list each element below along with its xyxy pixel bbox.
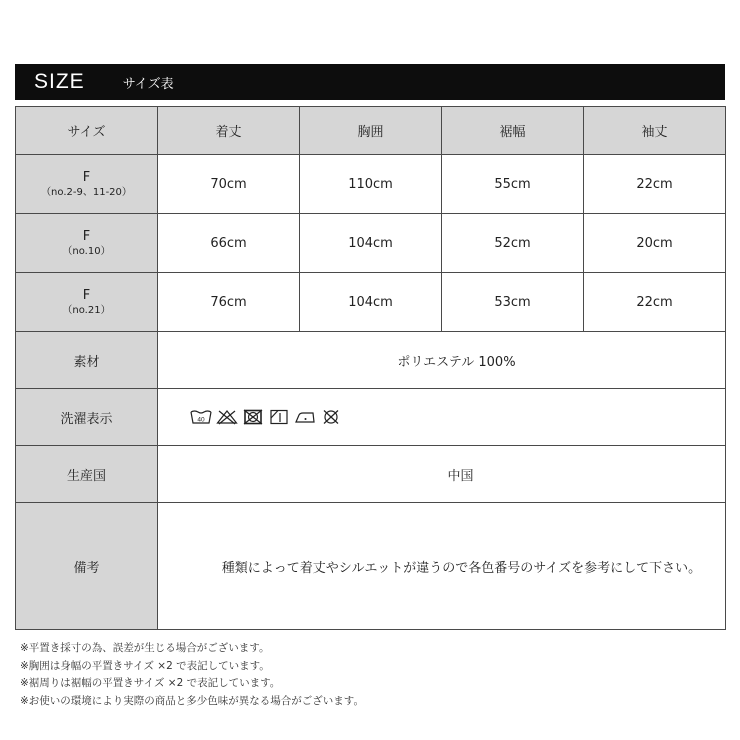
length-value: 66cm bbox=[158, 214, 300, 273]
wash-40-icon bbox=[190, 409, 212, 425]
size-subtitle: サイズ表 bbox=[122, 76, 174, 92]
chest-value: 104cm bbox=[300, 214, 442, 273]
remarks-value-cell bbox=[158, 503, 726, 630]
column-header-chest: 胸囲 bbox=[300, 107, 442, 155]
footnotes bbox=[20, 640, 720, 710]
column-header-size: サイズ bbox=[16, 107, 158, 155]
footnote: ※平置き採寸の為、誤差が生じる場合がございます。 bbox=[20, 642, 270, 654]
table-header-row bbox=[16, 107, 726, 155]
sleeve-value: 20cm bbox=[584, 214, 726, 273]
chest-value: 110cm bbox=[300, 155, 442, 214]
chest-value: 104cm bbox=[300, 273, 442, 332]
no-bleach-icon bbox=[216, 409, 238, 425]
line-dry-shade-icon bbox=[268, 409, 290, 425]
hem-width-value: 55cm bbox=[442, 155, 584, 214]
size-note: （no.10） bbox=[62, 246, 111, 257]
wash-temperature: 40 bbox=[197, 416, 205, 424]
care-label: 洗濯表示 bbox=[16, 389, 158, 446]
footnote: ※胸囲は身幅の平置きサイズ ×2 で表記しています。 bbox=[20, 659, 270, 672]
no-dry-clean-icon bbox=[320, 409, 342, 425]
sleeve-value: 22cm bbox=[584, 273, 726, 332]
size-table bbox=[15, 106, 726, 630]
length-value: 70cm bbox=[158, 155, 300, 214]
remarks-row bbox=[16, 503, 726, 630]
origin-row bbox=[16, 446, 726, 503]
table-row bbox=[16, 214, 726, 273]
size-cell bbox=[16, 214, 158, 273]
column-header-length: 着丈 bbox=[158, 107, 300, 155]
hem-width-value: 53cm bbox=[442, 273, 584, 332]
footnote: ※裾周りは裾幅の平置きサイズ ×2 で表記しています。 bbox=[20, 677, 281, 689]
sleeve-value: 22cm bbox=[584, 155, 726, 214]
iron-low-icon bbox=[294, 409, 316, 425]
size-label: F bbox=[82, 288, 91, 303]
table-row bbox=[16, 273, 726, 332]
table-row bbox=[16, 155, 726, 214]
size-header-bar bbox=[15, 64, 725, 100]
size-label: F bbox=[82, 170, 91, 185]
size-note: （no.2-9、11-20） bbox=[41, 187, 132, 198]
footnote: ※お使いの環境により実際の商品と多少色味が異なる場合がございます。 bbox=[20, 694, 364, 707]
material-value: ポリエステル 100% bbox=[397, 354, 516, 370]
material-value-cell bbox=[158, 332, 726, 389]
material-row bbox=[16, 332, 726, 389]
column-header-hem-width: 裾幅 bbox=[442, 107, 584, 155]
size-label: F bbox=[82, 229, 91, 244]
care-row bbox=[16, 389, 726, 446]
material-label: 素材 bbox=[16, 332, 158, 389]
column-header-sleeve: 袖丈 bbox=[584, 107, 726, 155]
size-note: （no.21） bbox=[62, 305, 111, 316]
length-value: 76cm bbox=[158, 273, 300, 332]
remarks-label: 備考 bbox=[16, 503, 158, 630]
origin-label: 生産国 bbox=[16, 446, 158, 503]
origin-value: 中国 bbox=[447, 468, 474, 484]
hem-width-value: 52cm bbox=[442, 214, 584, 273]
care-icons bbox=[190, 409, 725, 425]
size-title: SIZE bbox=[34, 70, 85, 93]
origin-value-cell bbox=[158, 446, 726, 503]
no-tumble-dry-icon bbox=[242, 409, 264, 425]
size-cell bbox=[16, 273, 158, 332]
care-icons-cell bbox=[158, 389, 726, 446]
remarks-value: 種類によって着丈やシルエットが違うので各色番号のサイズを参考にして下さい。 bbox=[221, 560, 702, 576]
size-cell bbox=[16, 155, 158, 214]
